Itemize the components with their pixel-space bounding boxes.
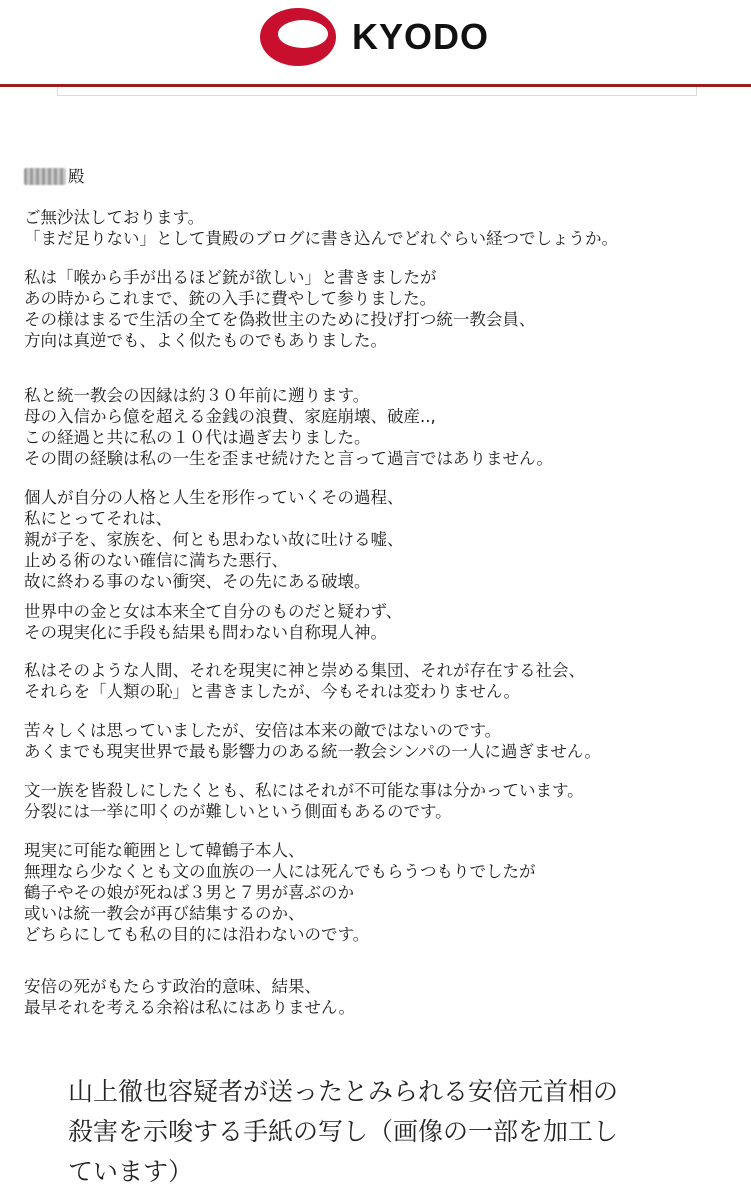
letter-line: その様はまるで生活の全てを偽救世主のために投げ打つ統一教会員、 [24,310,536,329]
letter-paragraph [24,780,742,822]
letter-line: 母の入信から億を超える金銭の浪費、家庭崩壊、破産.., [24,407,436,426]
letter-line: あくまでも現実世界で最も影響力のある統一教会シンパの一人に過ぎません。 [24,742,601,761]
image-caption [68,1072,708,1192]
letter-paragraph [24,601,742,643]
letter-line: 苦々しくは思っていましたが、安倍は本来の敵ではないのです。 [24,721,502,740]
letter-line: 無理なら少なくとも文の血族の一人には死んでもらうつもりでしたが [24,862,536,881]
letter-line: 安倍の死がもたらす政治的意味、結果、 [24,977,321,996]
letter-line: それらを「人類の恥」と書きましたが、今もそれは変わりません。 [24,682,520,701]
letter-paragraph [24,487,742,592]
letter-line: 「まだ足りない」として貴殿のブログに書き込んでどれぐらい経つでしょうか。 [24,229,618,248]
letter-line: その間の経験は私の一生を歪ませ続けたと言って過言ではありません。 [24,449,553,468]
salutation [24,166,742,187]
letter-line: あの時からこれまで、銃の入手に費やして参りました。 [24,289,437,308]
letter-line: 個人が自分の人格と人生を形作っていくその過程、 [24,488,404,507]
letter-line: 私は「喉から手が出るほど銃が欲しい」と書きましたが [24,268,437,287]
letter-line: 最早それを考える余裕は私にはありません。 [24,998,355,1017]
site-header [0,0,751,86]
letter-line: 私にとってそれは、 [24,509,173,528]
letter-line: ご無沙汰しております。 [24,208,205,227]
letter-line: 現実に可能な範囲として韓鶴子本人、 [24,841,305,860]
letter-paragraph [24,976,742,1018]
letter-line: 止める術のない確信に満ちた悪行、 [24,551,288,570]
caption-line: 山上徹也容疑者が送ったとみられる安倍元首相の [68,1077,619,1106]
letter-line: 親が子を、家族を、何とも思わない故に吐ける嘘、 [24,530,404,549]
letter-line: この経過と共に私の１０代は過ぎ去りました。 [24,428,371,447]
redacted-name [24,168,66,185]
letter-line: 私はそのような人間、それを現実に神と崇める集団、それが存在する社会、 [24,661,585,680]
letter-paragraph [24,660,742,702]
letter-line: 鶴子やその娘が死ねば３男と７男が喜ぶのか [24,883,354,902]
letter-line: 故に終わる事のない衝突、その先にある破壊。 [24,572,371,591]
letter-paragraph [24,720,742,762]
kyodo-logo-icon [258,6,338,68]
letter-line: 方向は真逆でも、よく似たものでもありました。 [24,331,387,350]
letter-paragraph [24,267,742,351]
letter-line: 世界中の金と女は本来全て自分のものだと疑わず、 [24,602,403,621]
letter-image [24,108,742,1058]
kyodo-logo[interactable] [258,6,489,68]
letter-line: 分裂には一挙に叩くのが難しいという側面もあるのです。 [24,802,452,821]
letter-line: どちらにしても私の目的には沿わないのです。 [24,925,370,944]
caption-line: ています） [68,1157,194,1186]
letter-paragraph [24,385,742,469]
letter-paragraph [24,840,742,945]
salutation-suffix: 殿 [68,167,85,186]
header-bar-edge [57,87,697,96]
letter-line: 私と統一教会の因縁は約３０年前に遡ります。 [24,386,370,405]
letter-line: 文一族を皆殺しにしたくとも、私にはそれが不可能な事は分かっています。 [24,781,584,800]
brand-name: KYODO [352,16,490,57]
letter-paragraph [24,207,742,249]
letter-line: その現実化に手段も結果も問わない自称現人神。 [24,623,387,642]
letter-line: 或いは統一教会が再び結集するのか、 [24,904,305,923]
caption-line: 殺害を示唆する手紙の写し（画像の一部を加工し [68,1117,619,1146]
